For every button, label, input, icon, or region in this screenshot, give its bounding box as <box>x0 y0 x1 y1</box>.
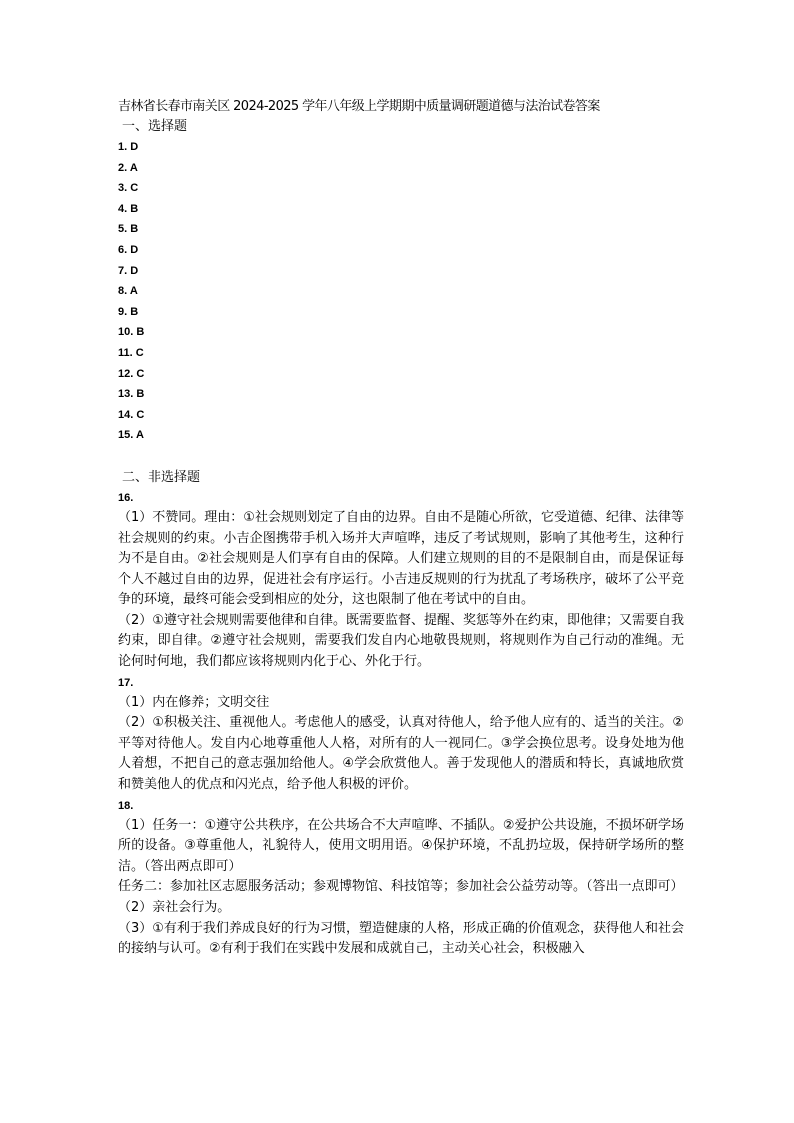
question-18-answer-part-1: （1）任务一：①遵守公共秩序，在公共场合不大声喧哗、不插队。②爱护公共设施，不损坏研学场所的设备。③尊重他人，礼貌待人，使用文明用语。④保护环境，不乱扔垃圾，保持研学场所的整洁。（答出两点即可） <box>118 817 684 874</box>
list-item: 15. A <box>118 429 144 442</box>
list-item: 1. D <box>118 141 139 153</box>
list-item: 6. D <box>118 243 139 256</box>
list-item: 7. D <box>118 264 139 277</box>
question-18-answer-part-3: （3）①有利于我们养成良好的行为习惯，塑造健康的人格，形成正确的价值观念，获得他人和社会的接纳与认可。②有利于我们在实践中发展和成就自己，主动关心社会，积极融入 <box>118 920 684 957</box>
list-item: 14. C <box>118 408 145 421</box>
list-item: 4. B <box>118 202 139 215</box>
question-16-answer-part-2: （2）①遵守社会规则需要他律和自律。既需要监督、提醒、奖惩等外在约束，即他律；又需要自我约束，即自律。②遵守社会规则，需要我们发自内心地敬畏规则，将规则作为自己行动的准绳。无论何时何地，我们都应该将规则内化于心、外化于行。 <box>118 612 684 670</box>
list-item: 2. A <box>118 161 138 174</box>
question-16-number: 16. <box>118 491 134 504</box>
list-item: 13. B <box>118 388 145 401</box>
question-18-task-2-answer: 任务二：参加社区志愿服务活动；参观博物馆、科技馆等；参加社会公益劳动等。（答出一点即可） <box>118 879 684 895</box>
list-item: 12. C <box>118 367 145 380</box>
multiple-choice-answer-list <box>118 137 684 446</box>
list-item: 5. B <box>118 223 139 236</box>
list-item: 8. A <box>118 285 138 298</box>
document-title: 吉林省长春市南关区 2024-2025 学年八年级上学期期中质量调研题道德与法治试卷答案 <box>118 99 600 114</box>
question-17-number: 17. <box>118 676 134 689</box>
spacer <box>118 446 684 468</box>
answer-document <box>118 96 684 960</box>
question-17-answer-part-2: （2）①积极关注、重视他人。考虑他人的感受，认真对待他人，给予他人应有的、适当的关注。②平等对待他人。发自内心地尊重他人人格，对所有的人一视同仁。③学会换位思考。设身处地为他人着想，不把自己的意志强加给他人。④学会欣赏他人。善于发现他人的潜质和特长，真诚地欣赏和赞美他人的优点和闪光点，给予他人积极的评价。 <box>118 715 684 793</box>
question-18-answer-part-2: （2）亲社会行为。 <box>118 900 231 915</box>
question-16-answer-part-1: （1）不赞同。理由：①社会规则划定了自由的边界。自由不是随心所欲，它受道德、纪律、法律等社会规则的约束。小吉企图携带手机入场并大声喧哗，违反了考试规则，影响了其他考生，这种行为不是自由。②社会规则是人们享有自由的保障。人们建立规则的目的不是限制自由，而是保证每个人不越过自由的边界，促进社会有序运行。小吉违反规则的行为扰乱了考场秩序，破坏了公平竞争的环境，最终可能会受到相应的处分，这也限制了他在考试中的自由。 <box>118 509 684 608</box>
list-item: 11. C <box>118 346 144 359</box>
list-item: 3. C <box>118 182 139 195</box>
list-item: 9. B <box>118 305 139 318</box>
section-multiple-choice-heading: 一、选择题 <box>122 119 188 134</box>
section-non-choice-heading: 二、非选择题 <box>122 469 201 485</box>
list-item: 10. B <box>118 326 145 339</box>
question-18-number: 18. <box>118 799 134 812</box>
question-17-answer-part-1: （1）内在修养；文明交往 <box>118 694 270 710</box>
